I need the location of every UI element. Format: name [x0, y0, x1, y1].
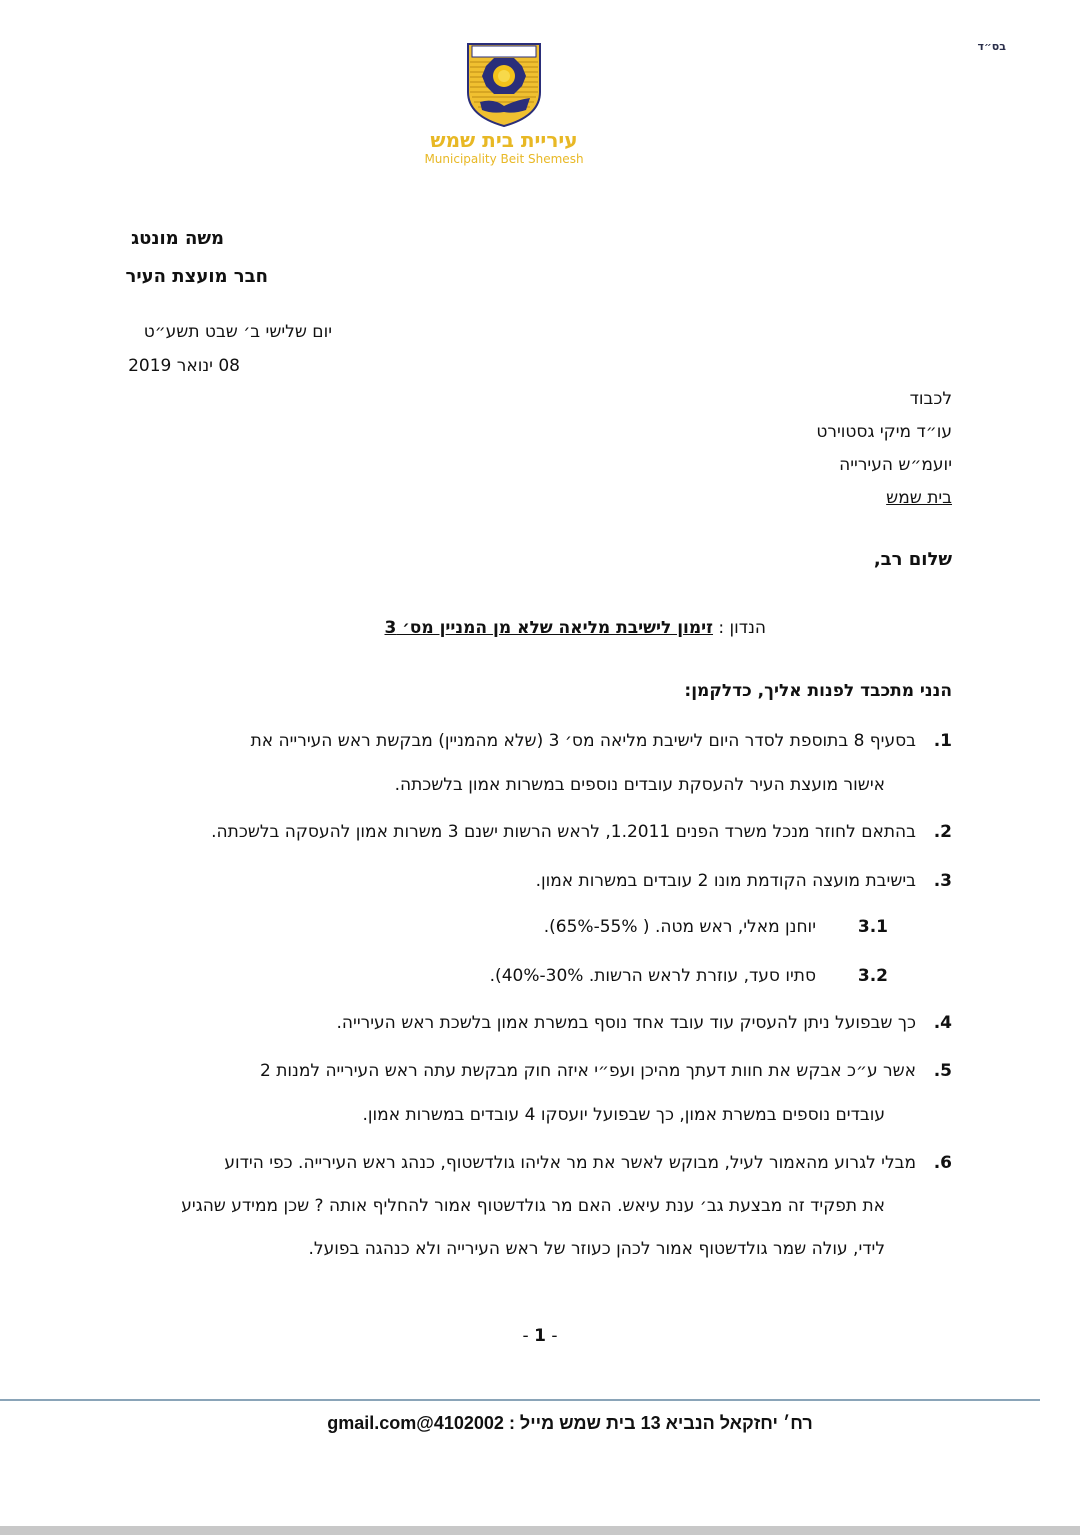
list-item-3 — [536, 871, 952, 891]
item-number: 3. — [933, 871, 952, 891]
list-item-6-continuation-2: לידי, עולה שמר גולדשטוף אמור לכהן כעוזר של ראש העירייה ולא כנהגה בפועל. — [308, 1239, 885, 1259]
recipient-name: עו״ד מיקי גסטוירט — [816, 422, 952, 442]
subject-label: הנדון : — [718, 618, 766, 638]
recipient-role: יועמ״ש העירייה — [839, 455, 952, 475]
item-number: 6. — [933, 1153, 952, 1173]
list-item-2 — [211, 822, 952, 842]
footer-address: רח׳ יחזקאל הנביא 13 בית שמש מייל : 4102002@gmail.com — [327, 1413, 813, 1433]
item-number: 5. — [933, 1061, 952, 1081]
item-text: בישיבת מועצה הקודמת מונו 2 עובדים במשרות אמון. — [535, 871, 916, 891]
greeting: שלום רב, — [873, 549, 952, 570]
sub-item-number: 3.2 — [857, 966, 888, 986]
list-item-4 — [337, 1013, 952, 1033]
subject-line — [385, 618, 767, 638]
list-item-6-continuation-1: את תפקיד זה מבצעת גב׳ ענת עיאש. האם מר גולדשטוף אמור להחליף אותה ? שכן ממידע שהגיע — [181, 1196, 885, 1216]
item-text: בהתאם לחוזר מנכל משרד הפנים 1.2011, לראש הרשות ישנם 3 משרות אמון להעסקה בלשכתה. — [211, 822, 916, 842]
page-number-prefix: - — [522, 1326, 535, 1346]
sub-item-number: 3.1 — [857, 917, 888, 937]
sub-item-3-1 — [544, 917, 888, 937]
recipient-city: בית שמש — [886, 488, 952, 508]
sub-item-text: סתיו סעד, עוזרת לראש הרשות. 30%-40%). — [489, 966, 816, 986]
list-item-5 — [260, 1061, 952, 1081]
item-text: מבלי לגרוע מהאמור לעיל, מבוקש לאשר את מר אליהו גולדשטוף, כנהג ראש העירייה. כפי הידוע — [224, 1153, 916, 1173]
list-item-1-continuation: אישור מועצת העיר להעסקת עובדים נוספים במשרות אמון בלשכתה. — [394, 775, 885, 795]
subject-value: זימון לישיבת מליאה שלא מן המניין מס׳ 3 — [384, 618, 713, 638]
item-text: בסעיף 8 בתוספת לסדר היום לישיבת מליאה מס׳ 3 (שלא מהמניין) מבקשת ראש העירייה את — [250, 731, 916, 751]
besd-header: בס״ד — [977, 40, 1006, 53]
page-bottom-edge — [0, 1526, 1080, 1535]
sender-name: משה מונטג — [131, 228, 224, 249]
list-item-6 — [224, 1153, 952, 1173]
intro-text: הנני מתכבד לפנות אליך, כדלקמן: — [684, 681, 952, 701]
recipient-line-1: לכבוד — [909, 389, 952, 409]
item-number: 2. — [933, 822, 952, 842]
item-number: 4. — [933, 1013, 952, 1033]
item-number: 1. — [933, 731, 952, 751]
municipality-logo — [392, 36, 616, 170]
page-number-suffix: - — [545, 1326, 558, 1346]
sub-item-text: יוחנן מאלי, ראש מטה. ( 55%-65%). — [543, 917, 816, 937]
list-item-1 — [251, 731, 952, 751]
city-crest-icon — [464, 40, 544, 128]
municipality-name-hebrew: עיריית בית שמש — [430, 128, 578, 152]
list-item-5-continuation: עובדים נוספים במשרת אמון, כך שבפועל יועסקו 4 עובדים במשרות אמון. — [362, 1105, 885, 1125]
date-gregorian: 08 ינואר 2019 — [128, 356, 240, 376]
footer-divider — [0, 1399, 1040, 1401]
municipality-name-english: Municipality Beit Shemesh — [424, 152, 584, 166]
sub-item-3-2 — [490, 966, 888, 986]
page-number — [0, 1326, 1080, 1346]
date-hebrew: יום שלישי ב׳ שבט תשע״ט — [143, 322, 332, 342]
item-text: כך שבפועל ניתן להעסיק עוד עובד אחד נוסף במשרת אמון בלשכת ראש העירייה. — [336, 1013, 916, 1033]
page-number-value: 1 — [534, 1326, 546, 1346]
sender-title: חבר מועצת העיר — [125, 266, 268, 287]
item-text: אשר ע״כ אבקש את חוות דעתך מהיכן ועפ״י איזה חוק מבקשת עתה ראש העירייה למנות 2 — [259, 1061, 916, 1081]
